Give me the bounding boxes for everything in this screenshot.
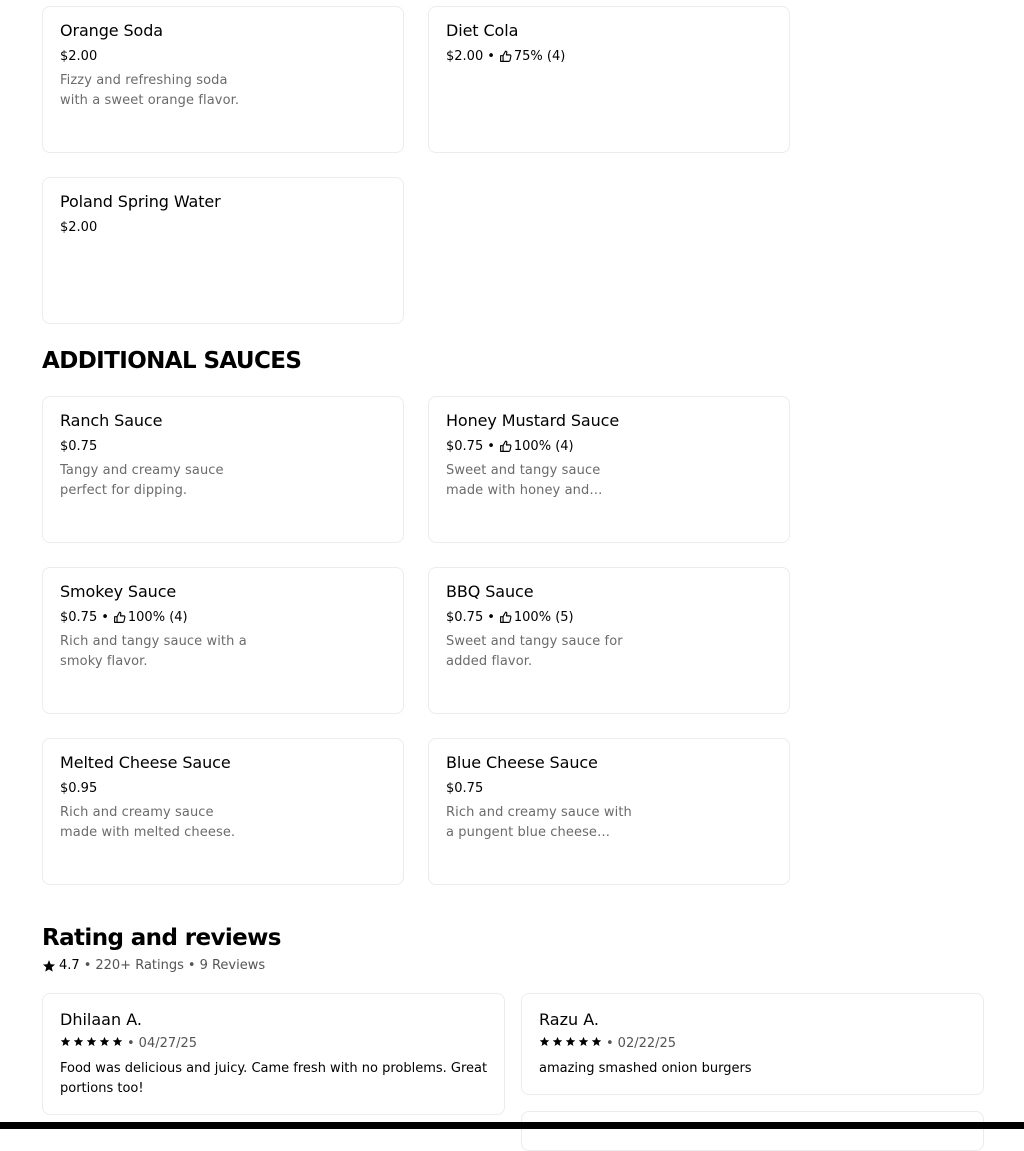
item-meta xyxy=(446,49,565,64)
item-name: Smokey Sauce xyxy=(60,582,177,601)
review-card[interactable] xyxy=(521,993,984,1095)
item-price: $0.75 xyxy=(446,610,484,625)
review-date: 04/27/25 xyxy=(138,1036,198,1051)
item-price: $0.75 xyxy=(60,439,98,454)
star-icon xyxy=(60,1036,71,1047)
item-meta xyxy=(446,439,574,454)
item-description: Fizzy and refreshing soda with a sweet orange flavor. xyxy=(60,73,240,108)
item-meta xyxy=(446,781,483,796)
item-price: $2.00 xyxy=(60,49,98,64)
star-icon xyxy=(112,1036,123,1047)
meta-separator: • xyxy=(101,610,109,625)
menu-item-card[interactable] xyxy=(42,567,404,714)
thumbs-up-icon xyxy=(499,50,512,63)
item-name: Ranch Sauce xyxy=(60,411,163,430)
item-meta xyxy=(60,439,97,454)
item-price: $0.75 xyxy=(60,610,98,625)
star-icon xyxy=(73,1036,84,1047)
section-title: ADDITIONAL SAUCES xyxy=(42,348,302,374)
review-card[interactable] xyxy=(521,1111,984,1151)
item-name: Orange Soda xyxy=(60,21,164,40)
summary-separator: • xyxy=(187,958,196,973)
item-description: Rich and tangy sauce with a smoky flavor. xyxy=(60,634,247,669)
thumbs-up-icon xyxy=(499,440,512,453)
star-icon xyxy=(42,959,56,973)
menu-item-card[interactable] xyxy=(428,396,790,543)
item-name: BBQ Sauce xyxy=(446,582,534,601)
meta-separator: • xyxy=(487,49,495,64)
review-text: amazing smashed onion burgers xyxy=(539,1061,752,1076)
item-meta xyxy=(60,781,97,796)
reviews-section-title: Rating and reviews xyxy=(42,925,281,951)
item-description: Rich and creamy sauce made with melted cheese. xyxy=(60,805,236,840)
item-meta xyxy=(60,220,97,235)
item-description: Tangy and creamy sauce perfect for dipping. xyxy=(60,463,224,498)
review-text: Food was delicious and juicy. Came fresh with no problems. Great portions too! xyxy=(60,1061,488,1096)
item-meta xyxy=(60,610,188,625)
average-rating: 4.7 xyxy=(59,958,80,973)
item-name: Poland Spring Water xyxy=(60,192,221,211)
menu-item-card[interactable] xyxy=(42,6,404,153)
star-icon xyxy=(539,1036,550,1047)
item-name: Diet Cola xyxy=(446,21,519,40)
thumbs-up-icon xyxy=(499,611,512,624)
item-description: Rich and creamy sauce with a pungent blue cheese… xyxy=(446,805,632,840)
rating-summary xyxy=(42,958,265,973)
star-icon xyxy=(578,1036,589,1047)
item-rating: 75% (4) xyxy=(513,49,566,64)
item-price: $0.75 xyxy=(446,439,484,454)
review-stars-row xyxy=(60,1036,197,1051)
menu-item-card[interactable] xyxy=(42,738,404,885)
menu-item-card[interactable] xyxy=(428,6,790,153)
item-name: Blue Cheese Sauce xyxy=(446,753,598,772)
item-rating: 100% (4) xyxy=(127,610,188,625)
menu-item-card[interactable] xyxy=(42,177,404,324)
reviewer-name: Dhilaan A. xyxy=(60,1010,142,1029)
star-rating xyxy=(60,1036,125,1051)
item-description: Sweet and tangy sauce made with honey and… xyxy=(446,463,603,498)
menu-item-card[interactable] xyxy=(42,396,404,543)
review-separator: • xyxy=(127,1036,135,1051)
item-price: $2.00 xyxy=(446,49,484,64)
item-meta xyxy=(446,610,574,625)
meta-separator: • xyxy=(487,610,495,625)
star-icon xyxy=(552,1036,563,1047)
item-description: Sweet and tangy sauce for added flavor. xyxy=(446,634,623,669)
reviews-count: 9 Reviews xyxy=(199,958,266,973)
item-meta xyxy=(60,49,97,64)
star-icon xyxy=(99,1036,110,1047)
ratings-count: 220+ Ratings xyxy=(95,958,184,973)
thumbs-up-icon xyxy=(113,611,126,624)
item-rating: 100% (5) xyxy=(513,610,574,625)
review-date: 02/22/25 xyxy=(617,1036,677,1051)
menu-item-card[interactable] xyxy=(428,567,790,714)
star-icon xyxy=(591,1036,602,1047)
item-price: $0.75 xyxy=(446,781,484,796)
review-stars-row xyxy=(539,1036,676,1051)
item-price: $0.95 xyxy=(60,781,98,796)
review-card[interactable] xyxy=(42,993,505,1115)
reviewer-name: Razu A. xyxy=(539,1010,599,1029)
star-icon xyxy=(565,1036,576,1047)
review-separator: • xyxy=(606,1036,614,1051)
star-icon xyxy=(86,1036,97,1047)
item-price: $2.00 xyxy=(60,220,98,235)
meta-separator: • xyxy=(487,439,495,454)
bottom-bar xyxy=(0,1122,1024,1129)
item-name: Melted Cheese Sauce xyxy=(60,753,231,772)
menu-item-card[interactable] xyxy=(428,738,790,885)
summary-separator: • xyxy=(83,958,92,973)
item-name: Honey Mustard Sauce xyxy=(446,411,620,430)
star-rating xyxy=(539,1036,604,1051)
item-rating: 100% (4) xyxy=(513,439,574,454)
